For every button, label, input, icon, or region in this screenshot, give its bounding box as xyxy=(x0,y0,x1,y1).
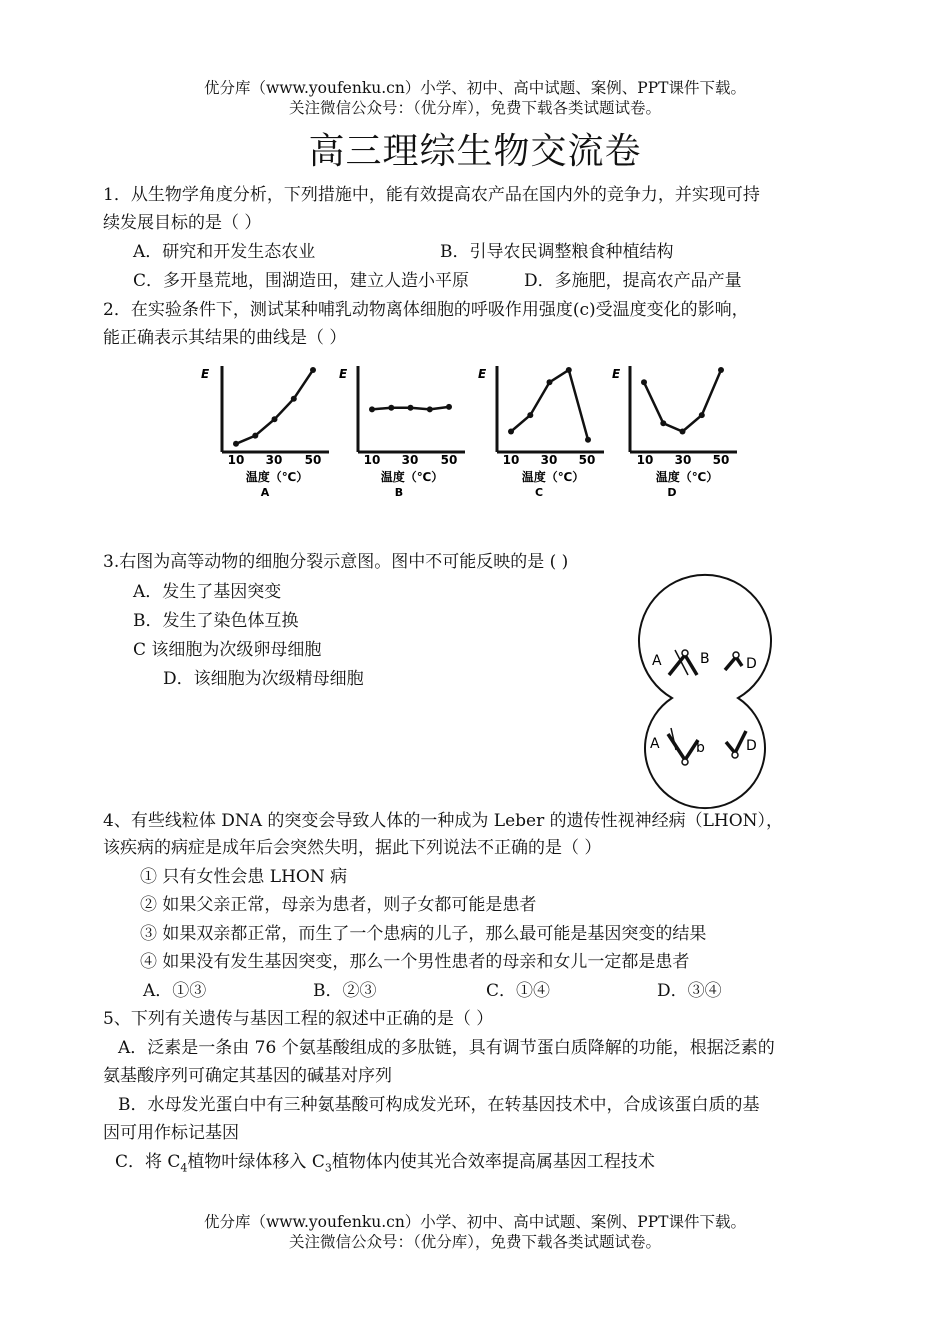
chart-c-point-2 xyxy=(527,412,533,418)
chart-b-point-1 xyxy=(369,406,375,412)
chart-b-tick-3: 50 xyxy=(440,453,458,467)
q3-stem: 3.右图为高等动物的细胞分裂示意图。图中不可能反映的是 ( ) xyxy=(103,552,569,572)
chart-d-label: D xyxy=(667,486,677,499)
chart-c-svg xyxy=(475,358,615,508)
chart-d-tick-1: 10 xyxy=(636,453,654,467)
chart-d-svg xyxy=(612,358,755,508)
chart-c-ylabel: E xyxy=(478,367,487,381)
bottom-chromosome-ab xyxy=(668,728,698,765)
chart-d-point-5 xyxy=(718,367,724,373)
chart-c-point-3 xyxy=(547,379,553,385)
q1-option-c: C．多开垦荒地，围湖造田，建立人造小平原 xyxy=(133,271,470,291)
top-chromosome-d xyxy=(725,652,742,670)
q4-option-c: C．①④ xyxy=(486,981,551,1001)
footer-line-1: 优分库（www.youfenku.cn）小学、初中、高中试题、案例、PPT课件下载。 xyxy=(203,1213,747,1231)
chart-d-line xyxy=(644,370,721,432)
q4-statement-1: ① 只有女性会患 LHON 病 xyxy=(140,867,348,887)
chart-b-point-5 xyxy=(446,404,452,410)
q4-stem-line-1: 4、有些线粒体 DNA 的突变会导致人体的一种成为 Leber 的遗传性视神经病（LHON）， xyxy=(103,811,784,831)
chart-b-point-4 xyxy=(427,406,433,412)
cell-label-bottom-a: A xyxy=(650,736,660,752)
chart-a-xlabel: 温度（℃） xyxy=(245,470,309,484)
chart-c-tick-2: 30 xyxy=(540,453,558,467)
chart-b-point-3 xyxy=(408,405,414,411)
cell-division-diagram xyxy=(630,600,780,815)
header-line-2: 关注微信公众号：（优分库），免费下载各类试题试卷。 xyxy=(288,99,661,117)
chart-a-ylabel: E xyxy=(201,367,210,381)
chart-c-point-4 xyxy=(566,367,572,373)
q1-option-a: A．研究和开发生态农业 xyxy=(133,242,316,262)
q4-option-a: A．①③ xyxy=(143,981,207,1001)
q5-option-a-line-2: 氨基酸序列可确定其基因的碱基对序列 xyxy=(103,1066,392,1086)
cell-membrane xyxy=(639,575,771,808)
chart-a-points xyxy=(233,367,316,447)
cell-division-svg xyxy=(630,600,780,815)
chart-c-tick-1: 10 xyxy=(502,453,520,467)
cell-label-bottom-d: D xyxy=(746,738,757,754)
chart-c xyxy=(475,358,615,508)
chart-b-tick-1: 10 xyxy=(363,453,381,467)
chart-a-point-1 xyxy=(233,441,239,447)
chart-d xyxy=(612,358,755,508)
chart-d-ylabel: E xyxy=(612,367,621,381)
q3-option-d: D．该细胞为次级精母细胞 xyxy=(163,669,364,689)
bottom-chromosome-d xyxy=(726,731,746,758)
q2-stem-line-1: 2．在实验条件下，测试某种哺乳动物离体细胞的呼吸作用强度(c)受温度变化的影响， xyxy=(103,300,749,320)
chart-d-point-1 xyxy=(641,379,647,385)
q2-charts xyxy=(195,358,755,508)
q2-stem-line-2: 能正确表示其结果的曲线是（ ） xyxy=(103,328,347,348)
chart-a-point-3 xyxy=(272,416,278,422)
chart-a-tick-1: 10 xyxy=(227,453,245,467)
chart-b xyxy=(335,358,475,508)
q4-statement-3: ③ 如果双亲都正常，而生了一个患病的儿子，那么最可能是基因突变的结果 xyxy=(140,924,707,944)
q1-stem-line-1: 1．从生物学角度分析，下列措施中，能有效提高农产品在国内外的竞争力，并实现可持 xyxy=(103,185,760,205)
chart-b-xlabel: 温度（℃） xyxy=(380,470,444,484)
cell-label-bottom-b: b xyxy=(696,740,705,756)
chart-a-tick-2: 30 xyxy=(265,453,283,467)
q5-option-b-line-2: 因可用作标记基因 xyxy=(103,1123,239,1143)
q4-option-d: D．③④ xyxy=(657,981,722,1001)
chart-c-label: C xyxy=(534,486,544,499)
cell-label-top-d: D xyxy=(746,656,757,672)
chart-a-label: A xyxy=(260,486,270,499)
cell-label-top-b: B xyxy=(700,651,710,667)
q1-option-b: B．引导农民调整粮食种植结构 xyxy=(440,242,674,262)
footer-line-2: 关注微信公众号：（优分库），免费下载各类试题试卷。 xyxy=(288,1233,661,1251)
chart-b-label: B xyxy=(394,486,404,499)
chart-d-tick-2: 30 xyxy=(674,453,692,467)
cell-label-top-a: A xyxy=(652,653,662,669)
q5-option-a-line-1: A．泛素是一条由 76 个氨基酸组成的多肽链，具有调节蛋白质降解的功能，根据泛素的 xyxy=(118,1038,775,1058)
chart-a-line xyxy=(236,370,313,444)
header-line-1: 优分库（www.youfenku.cn）小学、初中、高中试题、案例、PPT课件下载。 xyxy=(203,79,747,97)
chart-c-xlabel: 温度（℃） xyxy=(521,470,585,484)
page-title: 高三理综生物交流卷 xyxy=(308,131,642,172)
q4-stem-line-2: 该疾病的病症是成年后会突然失明，据此下列说法不正确的是（ ） xyxy=(103,838,602,858)
q5-option-c-post: 植物体内使其光合效率提高属基因工程技术 xyxy=(331,1152,655,1172)
chart-d-point-2 xyxy=(660,420,666,426)
chart-b-tick-2: 30 xyxy=(401,453,419,467)
chart-d-point-4 xyxy=(699,412,705,418)
q5-option-c-mid: 植物叶绿体移入 C xyxy=(187,1152,325,1172)
q5-option-c-pre: C．将 C xyxy=(115,1152,181,1172)
chart-a-point-4 xyxy=(291,396,297,402)
chart-c-point-1 xyxy=(508,429,514,435)
q1-stem-line-2: 续发展目标的是（ ） xyxy=(103,213,262,233)
chart-c-point-5 xyxy=(585,437,591,443)
chart-a-svg xyxy=(195,358,335,508)
q3-option-a: A．发生了基因突变 xyxy=(133,582,282,602)
q3-option-c: C 该细胞为次级卵母细胞 xyxy=(133,640,322,660)
q4-option-b: B．②③ xyxy=(313,981,377,1001)
chart-d-point-3 xyxy=(680,429,686,435)
q5-option-c xyxy=(115,1151,655,1179)
chart-c-tick-3: 50 xyxy=(578,453,596,467)
chart-b-point-2 xyxy=(388,405,394,411)
q5-option-c-sub-1: 4 xyxy=(180,1161,188,1175)
q1-option-d: D．多施肥，提高农产品产量 xyxy=(524,271,742,291)
chart-a-point-2 xyxy=(252,433,258,439)
chart-a-tick-3: 50 xyxy=(304,453,322,467)
q3-option-b: B．发生了染色体互换 xyxy=(133,611,299,631)
chart-d-xlabel: 温度（℃） xyxy=(655,470,719,484)
chart-d-tick-3: 50 xyxy=(712,453,730,467)
chart-a xyxy=(195,358,335,508)
chart-a-point-5 xyxy=(310,367,316,373)
top-chromosome-ab xyxy=(669,650,697,675)
q4-statement-4: ④ 如果没有发生基因突变，那么一个男性患者的母亲和女儿一定都是患者 xyxy=(140,952,690,972)
q5-option-c-sub-2: 3 xyxy=(324,1161,332,1175)
q4-statement-2: ② 如果父亲正常，母亲为患者，则子女都可能是患者 xyxy=(140,895,537,915)
chart-b-svg xyxy=(335,358,475,508)
q5-stem: 5、下列有关遗传与基因工程的叙述中正确的是（ ） xyxy=(103,1009,494,1029)
chart-b-ylabel: E xyxy=(339,367,348,381)
q5-option-b-line-1: B．水母发光蛋白中有三种氨基酸可构成发光环，在转基因技术中，合成该蛋白质的基 xyxy=(118,1095,760,1115)
